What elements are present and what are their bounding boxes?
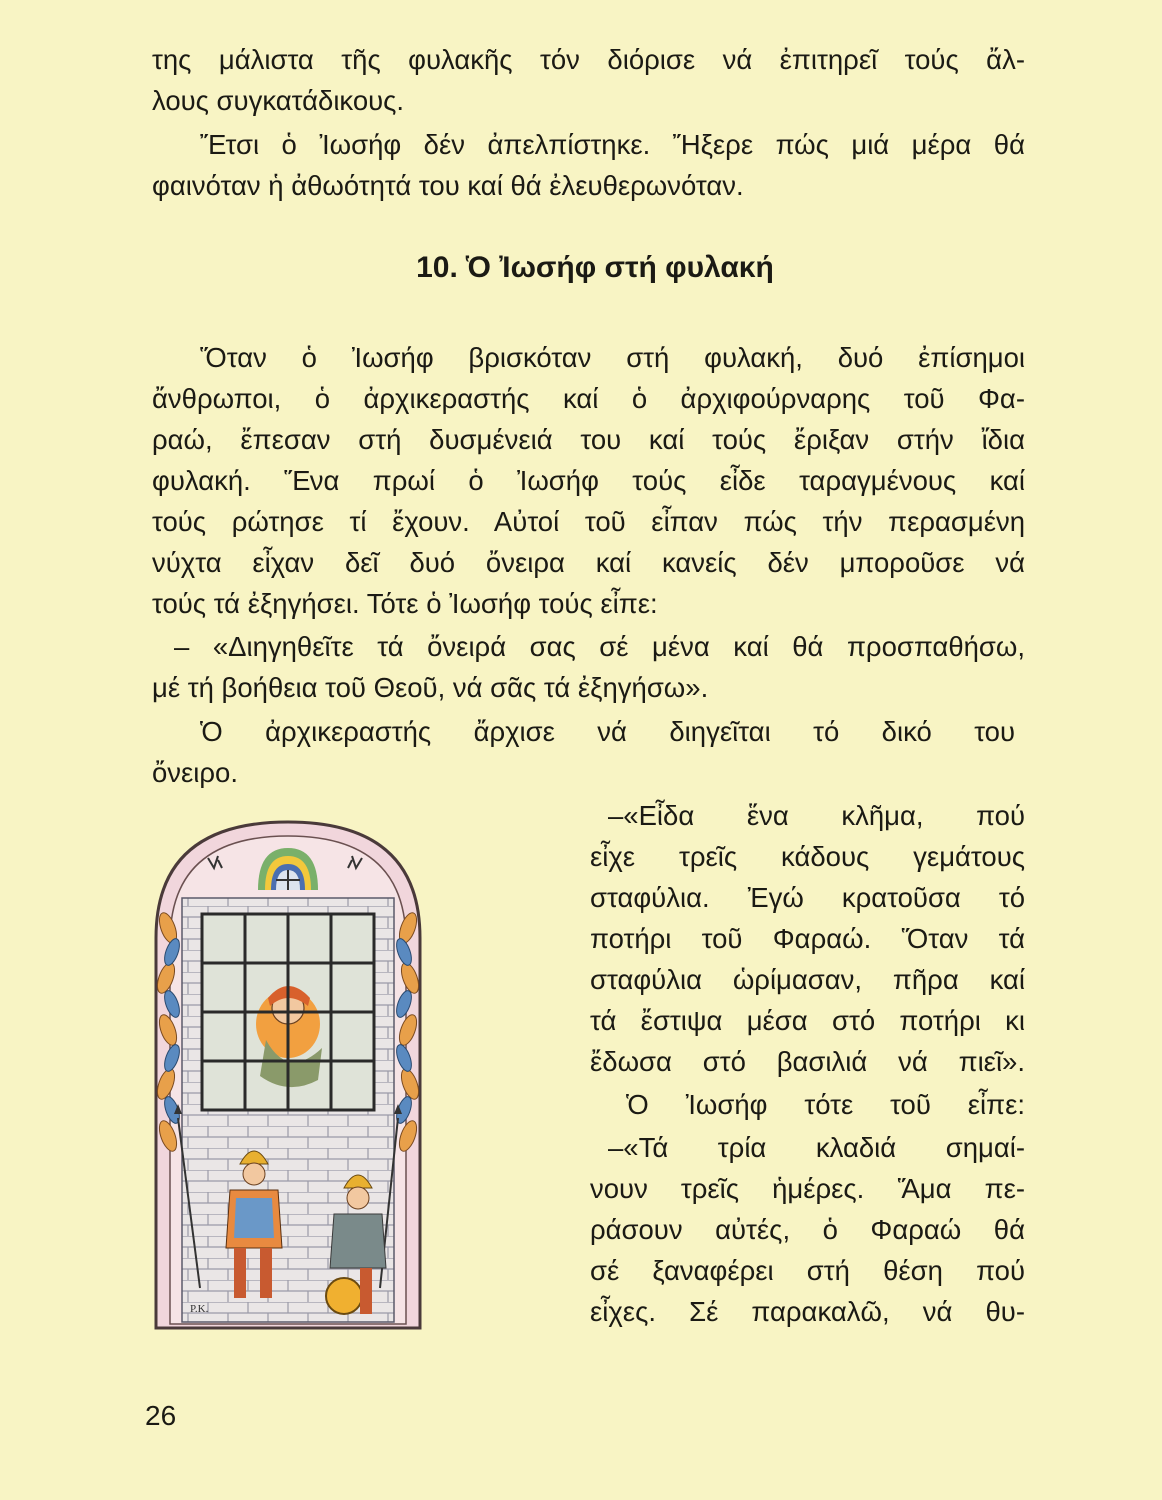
side-line-9: –«Τά τρία κλαδιά σημαί- bbox=[608, 1132, 1025, 1163]
side-line-10: νουν τρεῖς ἡμέρες. Ἅμα πε- bbox=[590, 1173, 1025, 1204]
page-number: 26 bbox=[145, 1400, 177, 1431]
side-line-7: ἔδωσα στό βασιλιά νά πιεῖ». bbox=[590, 1046, 1025, 1077]
body-line-11: ὄνειρο. bbox=[152, 757, 238, 788]
section-title: 10. Ὁ Ἰωσήφ στή φυλακή bbox=[416, 251, 774, 284]
body-line-7: τούς τά ἐξηγήσει. Τότε ὁ Ἰωσήφ τούς εἶπε: bbox=[152, 588, 658, 619]
intro-line-1: της μάλιστα τῆς φυλακῆς τόν διόρισε νά ἐπιτηρεῖ τούς ἄλ- bbox=[152, 44, 1025, 75]
side-line-4: ποτήρι τοῦ Φαραώ. Ὅταν τά bbox=[590, 923, 1025, 954]
intro-line-4: φαινόταν ἡ ἀθωότητά του καί θά ἐλευθερωνόταν. bbox=[152, 170, 744, 201]
side-line-6: τά ἔστιψα μέσα στό ποτήρι κι bbox=[590, 1005, 1025, 1036]
illustrator-signature: Ρ.Κ. bbox=[190, 1303, 209, 1315]
side-line-8: Ὁ Ἰωσήφ τότε τοῦ εἶπε: bbox=[626, 1089, 1025, 1120]
body-line-2: ἄνθρωποι, ὁ ἀρχικεραστής καί ὁ ἀρχιφούρναρης τοῦ Φα- bbox=[152, 383, 1025, 414]
side-line-12: σέ ξαναφέρει στή θέση πού bbox=[590, 1255, 1025, 1286]
intro-line-3: Ἔτσι ὁ Ἰωσήφ δέν ἀπελπίστηκε. Ἤξερε πώς μιά μέρα θά bbox=[200, 129, 1025, 160]
body-line-1: Ὅταν ὁ Ἰωσήφ βρισκόταν στή φυλακή, δυό ἐπίσημοι bbox=[200, 342, 1025, 373]
body-line-5: τούς ρώτησε τί ἔχουν. Αὐτοί τοῦ εἶπαν πώς τήν περασμένη bbox=[152, 506, 1025, 537]
body-line-8: – «Διηγηθεῖτε τά ὄνειρά σας σέ μένα καί θά προσπαθήσω, bbox=[174, 631, 1025, 662]
intro-line-2: λους συγκατάδικους. bbox=[152, 85, 405, 116]
side-line-11: ράσουν αὐτές, ὁ Φαραώ θά bbox=[590, 1214, 1025, 1245]
side-line-5: σταφύλια ὡρίμασαν, πῆρα καί bbox=[590, 964, 1025, 995]
body-line-10: Ὁ ἀρχικεραστής ἄρχισε νά διηγεῖται τό δικό του bbox=[200, 716, 1015, 747]
body-line-3: ραώ, ἔπεσαν στή δυσμένειά του καί τούς ἔριξαν στήν ἴδια bbox=[152, 424, 1025, 455]
prison-illustration bbox=[148, 818, 428, 1330]
side-line-2: εἶχε τρεῖς κάδους γεμάτους bbox=[590, 841, 1025, 872]
side-line-1: –«Εἶδα ἕνα κλῆμα, πού bbox=[608, 800, 1025, 831]
side-line-13: εἶχες. Σέ παρακαλῶ, νά θυ- bbox=[590, 1296, 1025, 1327]
side-line-3: σταφύλια. Ἐγώ κρατοῦσα τό bbox=[590, 882, 1025, 913]
body-line-9: μέ τή βοήθεια τοῦ Θεοῦ, νά σᾶς τά ἐξηγήσω». bbox=[152, 672, 709, 703]
body-line-6: νύχτα εἶχαν δεῖ δυό ὄνειρα καί κανείς δέν μποροῦσε νά bbox=[152, 547, 1025, 578]
body-line-4: φυλακή. Ἕνα πρωί ὁ Ἰωσήφ τούς εἶδε ταραγμένους καί bbox=[152, 465, 1025, 496]
